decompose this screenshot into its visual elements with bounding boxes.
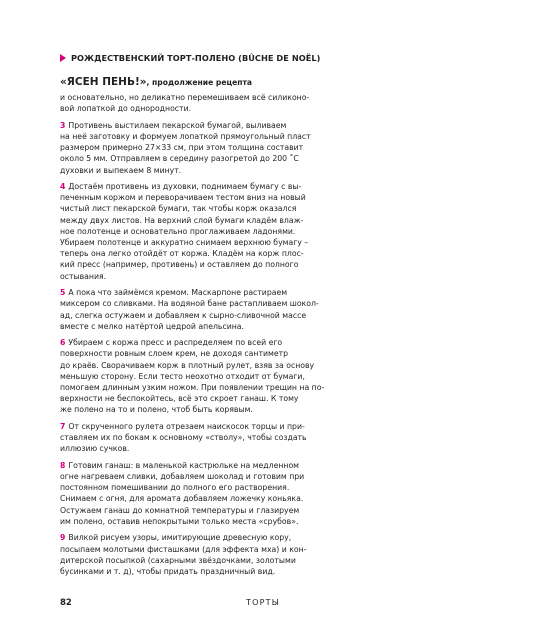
text-line: теперь она легко отойдёт от коржа. Кладём на корж плос-: [60, 249, 304, 259]
text-line: на неё заготовку и формуем лопаткой прямоугольный пласт: [60, 131, 311, 141]
text-line: Остужаем ганаш до комнатной температуры и глазируем: [60, 505, 300, 515]
step-number: 9: [60, 533, 66, 543]
step-number: 7: [60, 421, 66, 431]
text-line: помогаем длинным узким ножом. При появлении трещин на по-: [60, 383, 325, 393]
page-number: 82: [60, 598, 72, 608]
text-line: [60, 181, 480, 192]
text-line: иллюзию сучков.: [60, 444, 130, 454]
text-line: размером примерно 27×33 см, при этом толщина составит: [60, 143, 304, 153]
text-line: [60, 532, 480, 543]
step-3: [60, 120, 480, 176]
step-number: 8: [60, 460, 66, 470]
text-line: между двух листов. На верхний слой бумаги кладём влаж-: [60, 215, 304, 225]
step-7: [60, 421, 480, 455]
text-line: им полено, оставив непокрытыми только места «срубов».: [60, 516, 299, 526]
text-line: меньшую сторону. Если тесто неохотно отходит от бумаги,: [60, 371, 305, 381]
text-line: ставляем их по бокам к основному «стволу», чтобы создать: [60, 433, 307, 443]
text-line: ад, слегка остужаем и добавляем к сырно-сливочной массе: [60, 310, 307, 320]
text-line: около 5 мм. Отправляем в середину разогретой до 200 ˚С: [60, 154, 299, 164]
text-line: духовки и выпекаем 8 минут.: [60, 165, 182, 175]
step-number: 4: [60, 182, 66, 192]
text-line: Убираем полотенце и аккуратно снимаем верхнюю бумагу –: [60, 238, 309, 248]
text-line: Снимаем с огня, для аромата добавляем ложечку коньяка.: [60, 494, 304, 504]
recipe-body: [60, 92, 480, 583]
text-line: дитерской посыпкой (сахарными звёздочками, золотыми: [60, 555, 296, 565]
step-text: Достаём противень из духовки, поднимаем бумагу с вы-: [68, 182, 302, 192]
step-text: Готовим ганаш: в маленькой кастрюльке на медленном: [68, 460, 300, 470]
text-line: вместе с мелко натёртой цедрой апельсина.: [60, 321, 244, 331]
recipe-title: «ЯСЕН ПЕНЬ!»: [60, 76, 147, 88]
step-number: 3: [60, 120, 66, 130]
text-line: и основательно, но деликатно перемешиваем всё силиконо-: [60, 93, 310, 102]
text-line: вой лопаткой до однородности.: [60, 104, 192, 114]
text-line: чистый лист пекарской бумаги, так чтобы корж оказался: [60, 204, 297, 214]
step-8: [60, 460, 480, 527]
page-footer: [0, 598, 533, 614]
text-line: [60, 337, 480, 348]
step-5: [60, 287, 480, 332]
text-line: миксером со сливками. На водяной бане растапливаем шокол-: [60, 299, 319, 309]
section-heading: [60, 51, 480, 65]
text-line: печенным коржом и переворачиваем тестом вниз на новый: [60, 193, 306, 203]
recipe-header: [60, 51, 480, 89]
recipe-subtitle: , продолжение рецепта: [146, 78, 253, 87]
step-text: От скрученного рулета отрезаем наискосок торцы и при-: [68, 421, 305, 431]
text-line: [60, 287, 480, 298]
text-line: кий пресс (например, противень) и оставляем до полного: [60, 260, 299, 270]
text-line: ное полотенце и основательно проглаживаем ладонями.: [60, 226, 296, 236]
step-text: Убираем с коржа пресс и распределяем по всей его: [68, 338, 283, 348]
step-6: [60, 337, 480, 415]
text-line: остывания.: [60, 271, 107, 281]
intro-paragraph: [60, 92, 480, 114]
step-4: [60, 181, 480, 282]
text-line: верхности не беспокойтесь, всё это скроет ганаш. К тому: [60, 394, 299, 404]
text-line: до краёв. Сворачиваем корж в плотный рулет, взяв за основу: [60, 360, 315, 370]
step-text: Противень выстилаем пекарской бумагой, выливаем: [68, 120, 287, 130]
triangle-right-icon: [60, 54, 66, 62]
recipe-heading: [60, 70, 480, 89]
text-line: поверхности ровным слоем крем, не доходя сантиметр: [60, 349, 289, 359]
text-line: бусинками и т. д), чтобы придать праздничный вид.: [60, 567, 276, 576]
text-line: огне нагреваем сливки, добавляем шоколад и готовим при: [60, 472, 305, 482]
text-line: [60, 120, 480, 131]
text-line: посыпаем молотыми фисташками (для эффекта мха) и кон-: [60, 544, 307, 554]
chapter-label: ТОРТЫ: [246, 598, 280, 607]
text-line: [60, 460, 480, 471]
text-line: же полено на то и полено, чтоб быть корявым.: [60, 405, 253, 415]
step-text: Вилкой рисуем узоры, имитирующие древесную кору,: [68, 533, 292, 543]
section-title: РОЖДЕСТВЕНСКИЙ ТОРТ-ПОЛЕНО (BÛCHE DE NOËL): [71, 53, 321, 63]
step-text: А пока что займёмся кремом. Маскарпоне растираем: [68, 288, 288, 298]
text-line: постоянном помешивании до полного его растворения.: [60, 483, 290, 493]
step-9: [60, 532, 480, 577]
step-number: 5: [60, 288, 66, 298]
text-line: [60, 421, 480, 432]
step-number: 6: [60, 338, 66, 348]
